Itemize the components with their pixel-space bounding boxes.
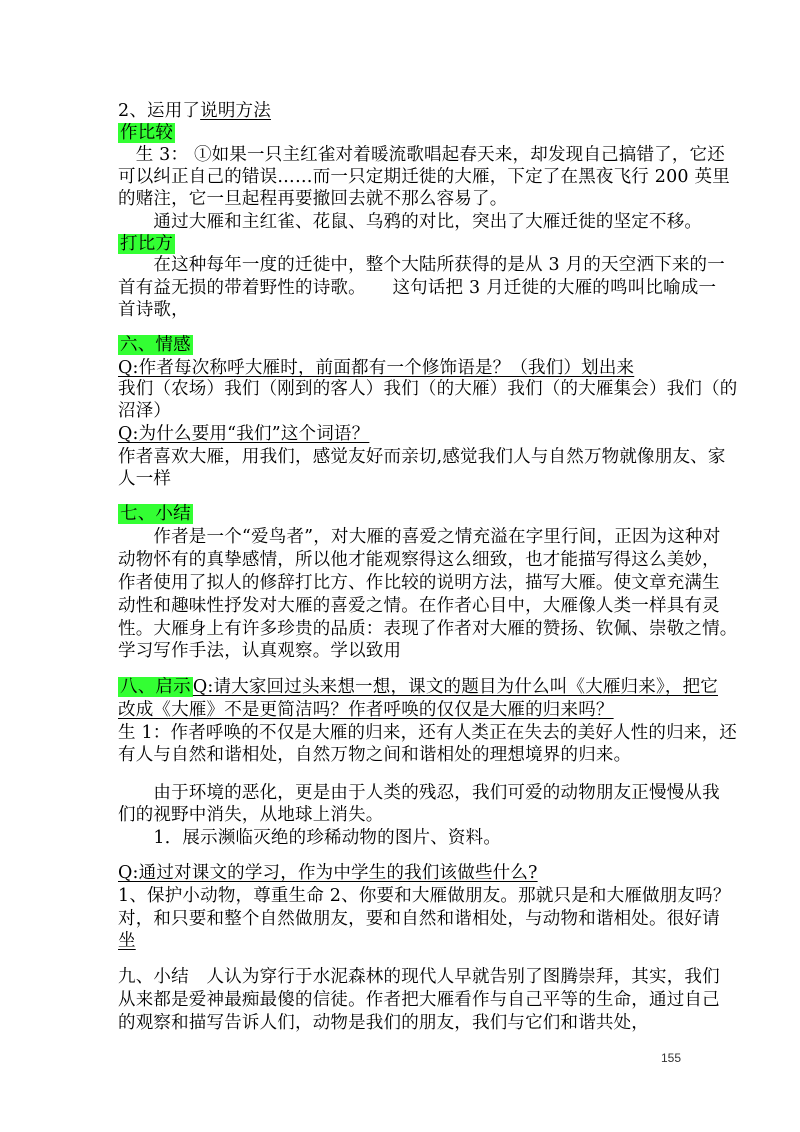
question-text: Q:通过对课文的学习，作为中学生的我们该做些什么? xyxy=(118,863,538,883)
text-line: 作者喜欢大雁，用我们，感觉友好而亲切,感觉我们人与自然万物就像朋友、家 xyxy=(118,447,726,467)
question-text: 改成《大雁》不是更简洁吗？作者呼唤的仅仅是大雁的归来吗？ xyxy=(118,700,614,720)
text-line: 首诗歌， xyxy=(118,300,189,320)
text-line xyxy=(118,233,175,255)
text-line xyxy=(118,100,271,122)
text-line xyxy=(118,423,369,445)
text-line: 生 1：作者呼唤的不仅是大雁的归来，还有人类正在失去的美好人性的归来，还 xyxy=(118,723,737,743)
text-line: 生 3： ①如果一只主红雀对着暖流歌唱起春天来，却发现自己搞错了，它还 xyxy=(118,145,725,165)
text-line: 可以纠正自己的错误……而一只定期迁徙的大雁，下定了在黑夜飞行 200 英里 xyxy=(118,167,730,187)
text-line: 人一样 xyxy=(118,469,172,489)
text-line: 1、保护小动物，尊重生命 2、你要和大雁做朋友。那就只是和大雁做朋友吗？ xyxy=(118,886,731,906)
text-line xyxy=(118,334,193,356)
text-line xyxy=(118,357,634,379)
text-line: 作者是一个“爱鸟者”，对大雁的喜爱之情充溢在字里行间，正因为这种对 xyxy=(118,527,721,547)
text-line: 的赌注，它一旦起程再要撤回去就不那么容易了。 xyxy=(118,189,508,209)
text-line: 首有益无损的带着野性的诗歌。 这句话把 3 月迁徙的大雁的鸣叫比喻成一 xyxy=(118,278,717,298)
text-line xyxy=(118,676,718,698)
text-line: 的观察和描写告诉人们，动物是我们的朋友，我们与它们和谐共处， xyxy=(118,1013,649,1033)
text-line: 性。大雁身上有许多珍贵的品质：表现了作者对大雁的赞扬、钦佩、崇敬之情。 xyxy=(118,619,738,639)
text-line: 动性和趣味性抒发对大雁的喜爱之情。在作者心目中，大雁像人类一样具有灵 xyxy=(118,596,720,616)
question-text: Q:请大家回过头来想一想，课文的题目为什么叫《大雁归来》，把它 xyxy=(192,677,719,697)
text-line: 们的视野中消失，从地球上消失。 xyxy=(118,805,384,825)
question-text: Q:为什么要用“我们”这个词语？ xyxy=(118,424,370,444)
text-line: 由于环境的恶化，更是由于人类的残忍，我们可爱的动物朋友正慢慢从我 xyxy=(118,783,720,803)
question-text: Q:作者每次称呼大雁时，前面都有一个修饰语是？（我们）划出来 xyxy=(118,358,635,378)
text-line xyxy=(118,930,136,952)
text-line xyxy=(118,503,193,525)
text-line xyxy=(118,122,175,144)
text-line: 对，和只要和整个自然做朋友，要和自然和谐相处，与动物和谐相处。很好请 xyxy=(118,909,720,929)
highlighted-heading: 八、启示 xyxy=(120,677,191,697)
highlighted-heading: 作比较 xyxy=(120,123,174,143)
highlighted-heading: 打比方 xyxy=(120,234,174,254)
text-line: 我们（农场）我们（刚到的客人）我们（的大雁）我们（的大雁集会）我们（的 xyxy=(118,379,738,399)
text-line: 从来都是爱神最痴最傻的信徒。作者把大雁看作与自己平等的生命，通过自己 xyxy=(118,990,720,1010)
text-line: 动物怀有的真挚感情，所以他才能观察得这么细致，也才能描写得这么美妙， xyxy=(118,550,720,570)
underlined-text: 说明方法 xyxy=(200,101,271,121)
text-line: 沼泽） xyxy=(118,401,172,421)
text-line: 作者使用了拟人的修辞打比方、作比较的说明方法，描写大雁。使文章充满生 xyxy=(118,573,720,593)
text-line: 通过大雁和主红雀、花鼠、乌鸦的对比，突出了大雁迁徙的坚定不移。 xyxy=(118,212,703,232)
highlighted-heading: 六、情感 xyxy=(120,335,191,355)
text-line: 有人与自然和谐相处，自然万物之间和谐相处的理想境界的归来。 xyxy=(118,745,632,765)
page-number: 155 xyxy=(661,1051,682,1065)
text-line: 学习写作手法，认真观察。学以致用 xyxy=(118,641,402,661)
text-line: 1．展示濒临灭绝的珍稀动物的图片、资料。 xyxy=(118,828,502,848)
section-heading: 2、运用了 xyxy=(118,101,201,121)
text-line xyxy=(118,699,614,721)
text-line: 九、小结 人认为穿行于水泥森林的现代人早就告别了图腾崇拜，其实，我们 xyxy=(118,967,720,987)
text-line: 在这种每年一度的迁徙中，整个大陆所获得的是从 3 月的天空洒下来的一 xyxy=(118,255,725,275)
underlined-text: 坐 xyxy=(118,931,136,951)
text-line xyxy=(118,862,538,884)
highlighted-heading: 七、小结 xyxy=(120,504,191,524)
